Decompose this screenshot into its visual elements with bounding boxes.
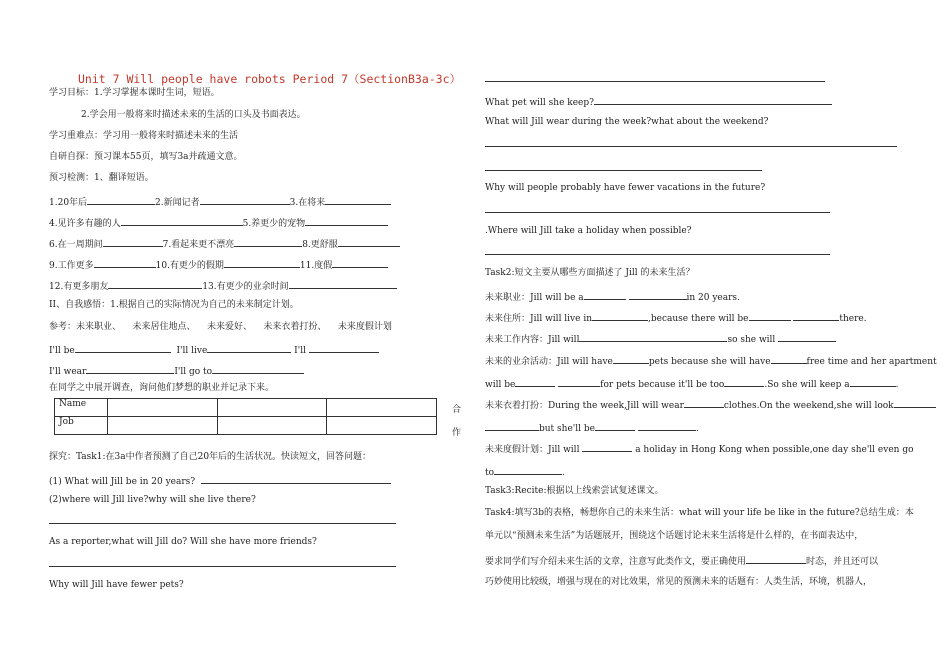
answer-line[interactable]	[49, 523, 396, 524]
future-work: 未来工作内容：Jill will so she will	[485, 332, 836, 346]
future-spare-2: will be for pets because it'll be too .So she will keep a .	[485, 377, 898, 391]
reference-list: 参考：未来职业、 未来居住地点、 未来爱好、 未来衣着打扮、 未来度假计划	[49, 322, 392, 332]
question-4: Why will Jill have fewer pets?	[49, 580, 184, 590]
table-row	[55, 399, 437, 417]
survey-intro: 在同学之中展开调查，询问他们梦想的职业并记录下来。	[49, 383, 275, 393]
phrase-row-4: 9.工作更多 10.有更少的假期 11.度假	[49, 258, 388, 272]
plan-line-1: I'll be I'll live I'll	[49, 343, 379, 357]
question-8: .Where will Jill take a holiday when possible?	[485, 226, 692, 236]
task4-line-2: 单元以“预测未来生活”为话题展开，围绕这个话题讨论未来生活将是什么样的，在书面表达中，	[485, 531, 864, 541]
answer-line[interactable]	[485, 146, 897, 147]
future-holiday-1: 未来度假计划：Jill will a holiday in Hong Kong when possible,one day she'll even go	[485, 442, 914, 456]
answer-line[interactable]	[485, 212, 830, 213]
phrase-row-1: 1.20年后 2.新闻记者 3.在将来	[49, 195, 391, 209]
side-note-1: 合	[452, 405, 462, 415]
side-note-2: 作	[452, 428, 462, 438]
table-cell[interactable]	[217, 399, 327, 417]
phrase-row-3: 6.在一周期间 7.看起来更不漂亮 8.更舒服	[49, 237, 400, 251]
answer-line[interactable]	[49, 566, 396, 567]
table-cell[interactable]	[327, 417, 437, 435]
future-wear-1: 未来衣着打扮：During the week,Jill will wear clothes.On the weekend,she will look	[485, 398, 936, 412]
task4-line-3: 要求同学们写介绍未来生活的文章，注意写此类作文，要正确使用 时态，并且还可以	[485, 554, 878, 568]
question-3: As a reporter,what will Jill do? Will she have more friends?	[49, 537, 317, 547]
task4-line-4: 巧妙使用比较级，增强与现在的对比效果，常见的预测未来的话题有：人类生活，环境，机器人，	[485, 577, 873, 587]
explore-task1: 探究：Task1:在3a中作者预测了自己20年后的生活状况。快读短文，回答问题：	[49, 452, 372, 462]
table-cell[interactable]	[108, 399, 218, 417]
answer-line[interactable]	[485, 254, 830, 255]
learning-goal-1: 学习目标：1.学习掌握本课时生词，短语。	[49, 88, 220, 98]
table-cell[interactable]	[217, 417, 327, 435]
page-title: Unit 7 Will people have robots Period 7（SectionB3a-3c）	[78, 72, 462, 86]
self-study: 自研自探：预习课本55页，填写3a并疏通文意。	[49, 152, 243, 162]
answer-line[interactable]	[485, 81, 825, 82]
task2: Task2:短文主要从哪些方面描述了 Jill 的未来生活？	[485, 268, 695, 278]
table-cell-label: Job	[55, 417, 108, 435]
plan-line-2: I'll wear I'll go to	[49, 364, 304, 378]
table-row	[55, 417, 437, 435]
future-home: 未来住所：Jill will live in ,because there will be there.	[485, 311, 867, 325]
question-2: (2)where will Jill live?why will she live there?	[49, 495, 256, 505]
survey-table	[54, 398, 437, 435]
table-cell[interactable]	[108, 417, 218, 435]
key-point: 学习重难点：学习用一般将来时描述未来的生活	[49, 131, 239, 141]
learning-goal-2: 2.学会用一般将来时描述未来的生活的口头及书面表达。	[81, 110, 306, 120]
future-job: 未来职业：Jill will be a in 20 years.	[485, 290, 740, 304]
table-cell-label: Name	[55, 399, 108, 417]
future-wear-2: but she'll be .	[485, 421, 699, 435]
question-7: Why will people probably have fewer vacations in the future?	[485, 183, 766, 193]
question-5: What pet will she keep?	[485, 95, 832, 109]
future-spare-1: 未来的业余活动：Jill will have pets because she will have free time and her apartment	[485, 354, 937, 368]
answer-line[interactable]	[485, 170, 762, 171]
task4-line-1: Task4:填写3b的表格，畅想你自己的未来生活：what will your life be like in the future?总结生成：本	[485, 508, 914, 518]
question-6: What will Jill wear during the week?what about the weekend?	[485, 117, 769, 127]
self-reflection: II、自我感悟：1.根据自己的实际情况为自己的未来制定计划。	[49, 300, 299, 310]
phrase-row-2: 4.见许多有趣的人 5.养更少的宠物	[49, 216, 388, 230]
task3: Task3:Recite:根据以上线索尝试复述课文。	[485, 486, 664, 496]
preview-check: 预习检测：1、翻译短语。	[49, 173, 154, 183]
phrase-row-5: 12.有更多朋友 13.有更少的业余时间	[49, 279, 397, 293]
table-cell[interactable]	[327, 399, 437, 417]
question-1: (1) What will Jill be in 20 years?	[49, 474, 391, 488]
future-holiday-2: to .	[485, 465, 565, 479]
